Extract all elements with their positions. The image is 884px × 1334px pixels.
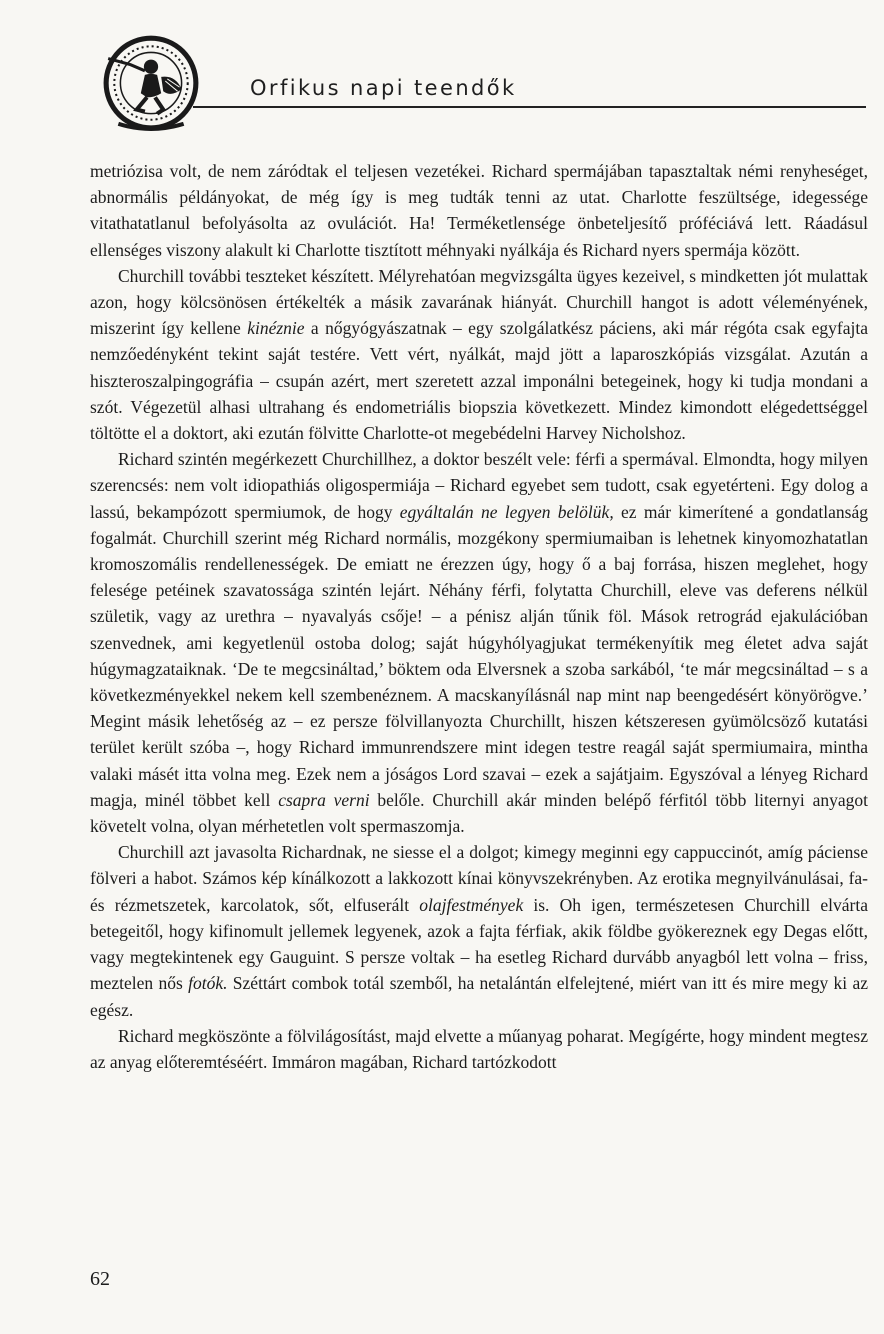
text-run: is. Oh igen, természetesen Churchill elvárta betegeitől, hogy kifinomult jellemek legyenek, azok a fajta férfiak, akik földbe gyökereznek egy Degas előtt, vagy megtekintenek egy Gauguint. S persze voltak – ha esetleg Richard durvább anyagból lett volna – friss, meztelen nős	[90, 894, 868, 994]
text-run: Richard szintén megérkezett Churchillhez, a doktor beszélt vele: férfi a spermával. Elmondta, hogy milyen szerencsés: nem volt idiopathiás oligospermiája – Richard egyebet sem tudott, csak egyetérteni. Egy dolog a lassú, bekampózott spermiumok, de hogy	[90, 449, 868, 522]
text-run: metriózisa volt, de nem záródtak el teljesen vezetékei. Richard spermájában tapasztaltak némi renyheséget, abnormális példányokat, de még így is meg tudták tenni az utat. Charlotte feszültsége, idegessége vitathatatlanul befolyásolta az ovulációt. Ha! Terméketlensége önbeteljesítő próféciává lett. Ráadásul ellenséges viszony alakult ki Charlotte tisztított méhnyaki nyálkája és Richard nyers spermája között.	[90, 161, 868, 260]
text-run: Churchill azt javasolta Richardnak, ne siesse el a dolgot; kimegy meginni egy cappuccinót, amíg páciense fölveri a habot. Számos kép kínálkozott a lakkozott kínai könyvszekrényben. Az erotika megnyilvánulásai, fa- és rézmetszetek, karcolatok, sőt, elfuserált	[90, 842, 868, 915]
running-title: Orfikus napi teendők	[250, 76, 517, 100]
italic-text-run: olajfestmények	[419, 894, 524, 915]
paragraph	[90, 263, 868, 446]
italic-text-run: kinéznie	[247, 318, 305, 339]
italic-text-run: fotók.	[188, 973, 228, 994]
body-text	[90, 158, 868, 1075]
paragraph	[90, 446, 868, 839]
text-run: Churchill további teszteket készített. Mélyrehatóan megvizsgálta ügyes kezeivel, s mindketten jót mulattak azon, hogy kölcsönösen értékelték a másik zavarának hiányát. Churchill hangot is adott véleményének, miszerint így kellene	[90, 265, 868, 339]
text-run: Széttárt combok totál szemből, ha netalántán elfelejtené, miért van itt és mire megy ki az egész.	[90, 973, 868, 1020]
text-run: ez már kimerítené a gondatlanság fogalmát. Churchill szerint még Richard normális, mozgékony spermiumaiban is lehetnek kinyomozhatatlan kromoszomális rendellenességek. De emiatt ne érezzen úgy, hogy ő a baj forrása, hiszen meglehet, hogy felesége petéinek szavatossága szintén lejárt. Néhány férfi, folytatta Churchill, eleve vas deferens nélkül születik, vagy az urethra – nyavalyás csője! – a pénisz alján tűnik föl. Mások retrográd ejakulációban szenvednek, ami kegyetlenül ostoba dolog; saját húgyhólyagjukat termékenyítik meg életet adva saját húgymagzataiknak. ‘De te megcsináltad,’ böktem oda Elversnek a szoba sarkából, ‘te már megcsináltad – s a következményekkel nekem kell szembenéznem. A macskanyílásnál nap mint nap beengedésért könyörögve.’ Megint másik lehetőség az – ez persze fölvillanyozta Churchillt, hiszen kétszeresen gyümölcsöző kutatási terület került szóba –, hogy Richard immunrendszere mint idegen testre reagál saját spermiumaira, mintha valaki másét itta volna meg. Ezek nem a jóságos Lord szavai – ezek a sajátjaim. Egyszóval a lényeg Richard magja, minél többet kell	[90, 501, 868, 810]
paragraph	[90, 158, 868, 263]
italic-text-run: csapra verni	[278, 789, 370, 810]
page-number: 62	[90, 1268, 110, 1290]
italic-text-run: egyáltalán ne legyen belölük,	[399, 501, 614, 522]
text-run: Richard megköszönte a fölvilágosítást, majd elvette a műanyag poharat. Megígérte, hogy mindent megtesz az anyag előteremtéséért. Immáron magában, Richard tartózkodott	[90, 1025, 868, 1072]
text-run: belőle. Churchill akár minden belépő férfitól több liternyi anyagot követelt volna, olyan mérhetetlen volt spermaszomja.	[90, 789, 868, 837]
paragraph	[90, 839, 868, 1022]
text-run: a nőgyógyászatnak – egy szolgálatkész páciens, aki már régóta csak egyfajta nemzőedényként tekint saját testére. Vett vért, nyálkát, majd jött a laparoszkópiás vizsgálat. Azután a hiszteroszalpingográfia – csupán azért, mert szeretett azzal imponálni betegeinek, hogy ki tudja mondani a szót. Végezetül alhasi ultrahang és endometriális biopszia következett. Mindez kimondott elégedettséggel töltötte el a doktort, aki ezután fölvitte Charlotte-ot megebédelni Harvey Nicholshoz.	[90, 318, 868, 444]
paragraph	[90, 1023, 868, 1075]
page-header	[0, 0, 884, 140]
orphic-figure-seal-icon	[100, 30, 202, 132]
header-rule	[193, 106, 866, 108]
